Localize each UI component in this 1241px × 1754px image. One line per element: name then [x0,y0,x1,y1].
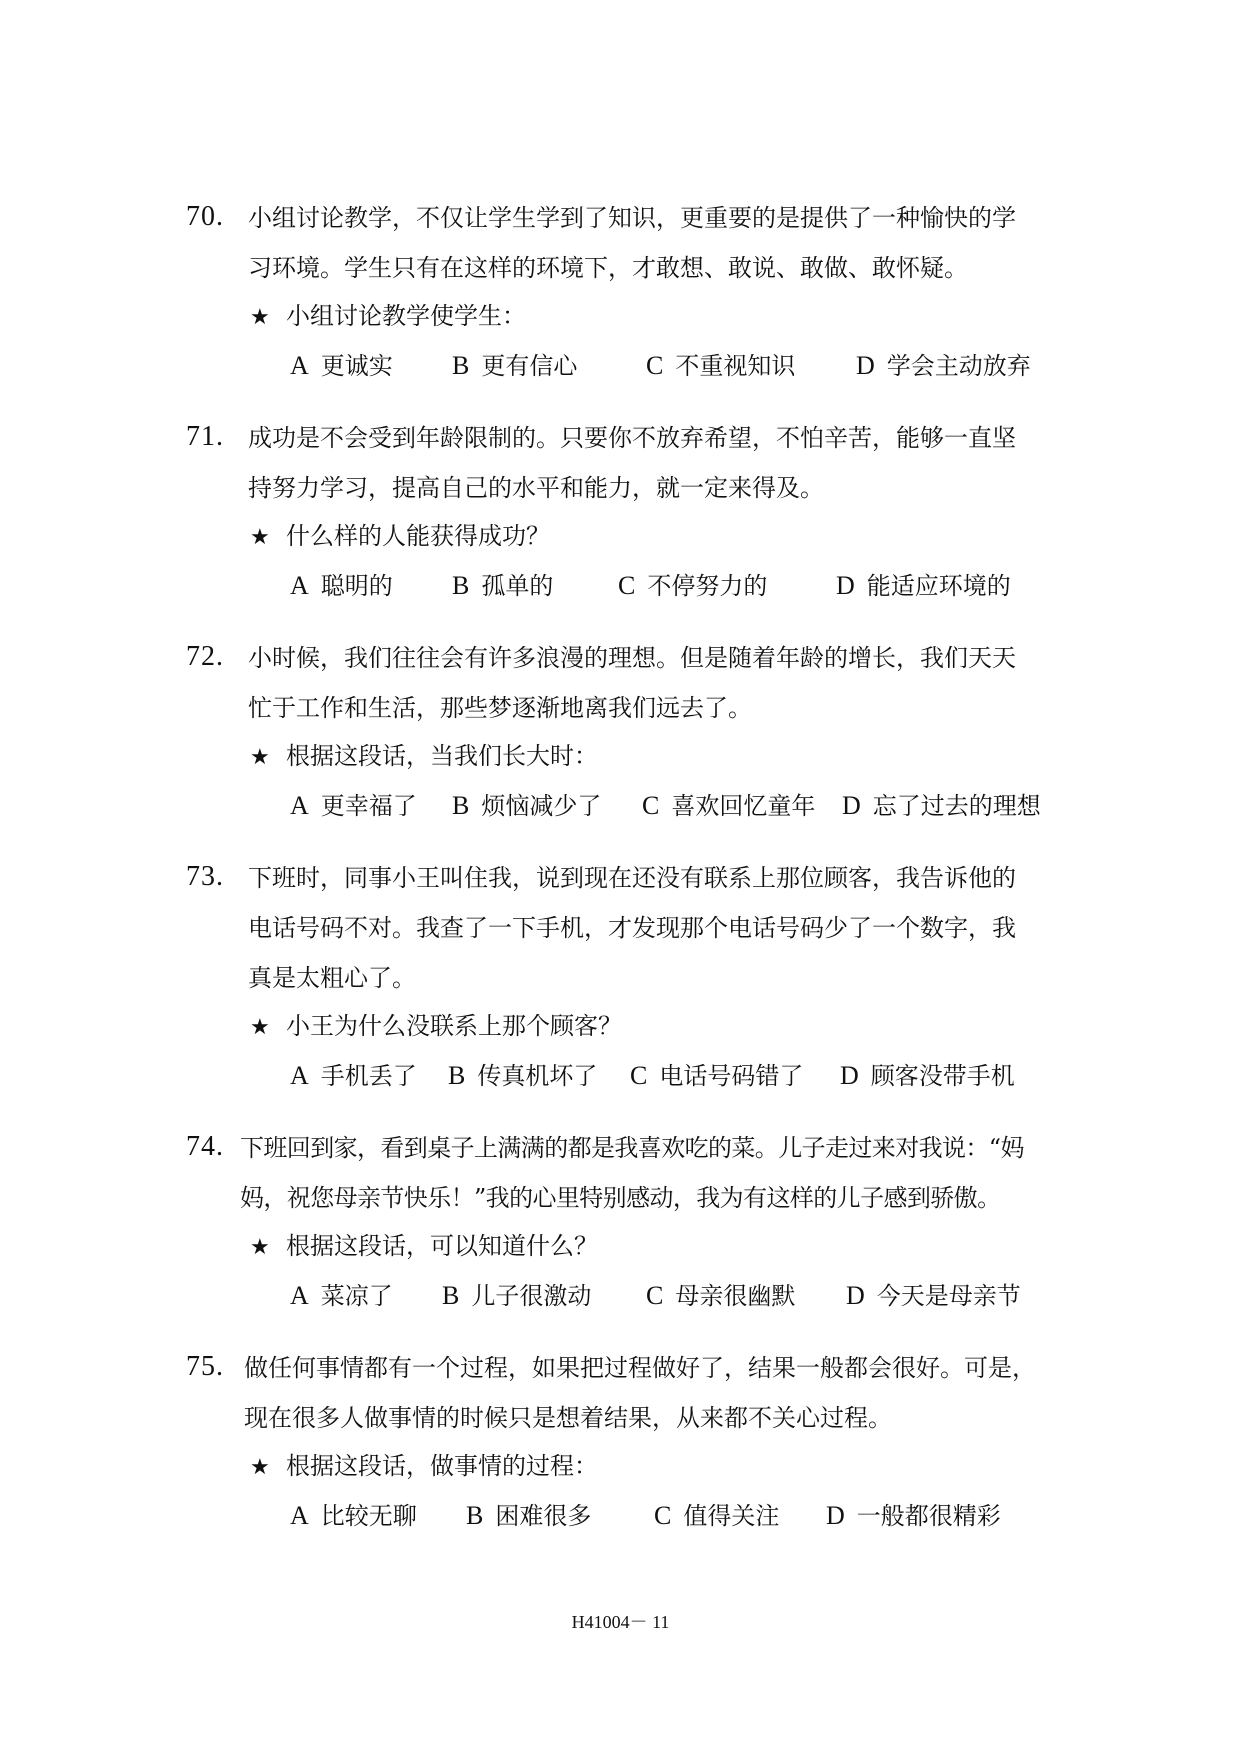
question-number: 73. [186,861,224,892]
question-prompt-line [250,731,598,783]
question-passage: 小组讨论教学，不仅让学生学到了知识，更重要的是提供了一种愉快的学 习环境。学生只有在这样的环境下，才敢想、敢说、敢做、敢怀疑。 [248,204,1016,282]
question-prompt-line [250,1221,598,1273]
option-a[interactable]: A 比较无聊 [290,1501,417,1530]
question-prompt-line [250,1441,598,1493]
question-prompt: 小组讨论教学使学生： [286,302,526,330]
option-b[interactable]: B 困难很多 [466,1501,592,1530]
option-d[interactable]: D 能适应环境的 [836,571,1011,600]
option-d[interactable]: D 一般都很精彩 [826,1501,1001,1530]
option-a[interactable]: A 更诚实 [290,351,393,380]
question-passage: 下班时，同事小王叫住我，说到现在还没有联系上那位顾客，我告诉他的 电话号码不对。我查了一下手机，才发现那个电话号码少了一个数字，我 真是太粗心了。 [248,864,1016,992]
question-prompt: 根据这段话，当我们长大时： [286,742,598,770]
question-number: 70. [186,201,224,232]
star-icon: ★ [250,305,270,330]
option-c[interactable]: C 电话号码错了 [630,1061,804,1090]
question-prompt-line [250,291,526,343]
option-a[interactable]: A 菜凉了 [290,1281,393,1310]
option-b[interactable]: B 儿子很激动 [442,1281,592,1310]
question-prompt: 小王为什么没联系上那个顾客？ [286,1012,622,1040]
star-icon: ★ [250,745,270,770]
question-prompt-line [250,1001,622,1053]
option-c[interactable]: C 不停努力的 [618,571,768,600]
star-icon: ★ [250,1235,270,1260]
option-a[interactable]: A 手机丢了 [290,1061,417,1090]
option-d[interactable]: D 顾客没带手机 [840,1061,1015,1090]
question-number: 71. [186,421,224,452]
option-c[interactable]: C 值得关注 [654,1501,780,1530]
question-prompt: 什么样的人能获得成功？ [286,522,550,550]
question-number: 75. [186,1351,224,1382]
question-passage: 成功是不会受到年龄限制的。只要你不放弃希望，不怕辛苦，能够一直坚 持努力学习，提高自己的水平和能力，就一定来得及。 [248,424,1016,502]
star-icon: ★ [250,1455,270,1480]
star-icon: ★ [250,525,270,550]
option-d[interactable]: D 忘了过去的理想 [842,791,1041,820]
star-icon: ★ [250,1015,270,1040]
option-b[interactable]: B 孤单的 [452,571,554,600]
option-a[interactable]: A 聪明的 [290,571,393,600]
option-b[interactable]: B 传真机坏了 [448,1061,598,1090]
option-c[interactable]: C 喜欢回忆童年 [642,791,816,820]
option-d[interactable]: D 学会主动放弃 [856,351,1031,380]
question-prompt: 根据这段话，可以知道什么？ [286,1232,598,1260]
question-number: 74. [186,1131,224,1162]
option-d[interactable]: D 今天是母亲节 [846,1281,1021,1310]
page-footer: H41004－ 11 [571,1612,670,1632]
option-a[interactable]: A 更幸福了 [290,791,417,820]
question-passage: 小时候，我们往往会有许多浪漫的理想。但是随着年龄的增长，我们天天 忙于工作和生活，那些梦逐渐地离我们远去了。 [248,644,1016,722]
question-passage: 下班回到家，看到桌子上满满的都是我喜欢吃的菜。儿子走过来对我说：“妈 妈，祝您母亲节快乐！”我的心里特别感动，我为有这样的儿子感到骄傲。 [240,1134,1024,1212]
question-prompt: 根据这段话，做事情的过程： [286,1452,598,1480]
option-b[interactable]: B 烦恼减少了 [452,791,602,820]
option-b[interactable]: B 更有信心 [452,351,578,380]
question-prompt-line [250,511,550,563]
question-passage: 做任何事情都有一个过程，如果把过程做好了，结果一般都会很好。可是， 现在很多人做事情的时候只是想着结果，从来都不关心过程。 [244,1354,1036,1432]
question-number: 72. [186,641,224,672]
option-c[interactable]: C 不重视知识 [646,351,796,380]
option-c[interactable]: C 母亲很幽默 [646,1281,796,1310]
